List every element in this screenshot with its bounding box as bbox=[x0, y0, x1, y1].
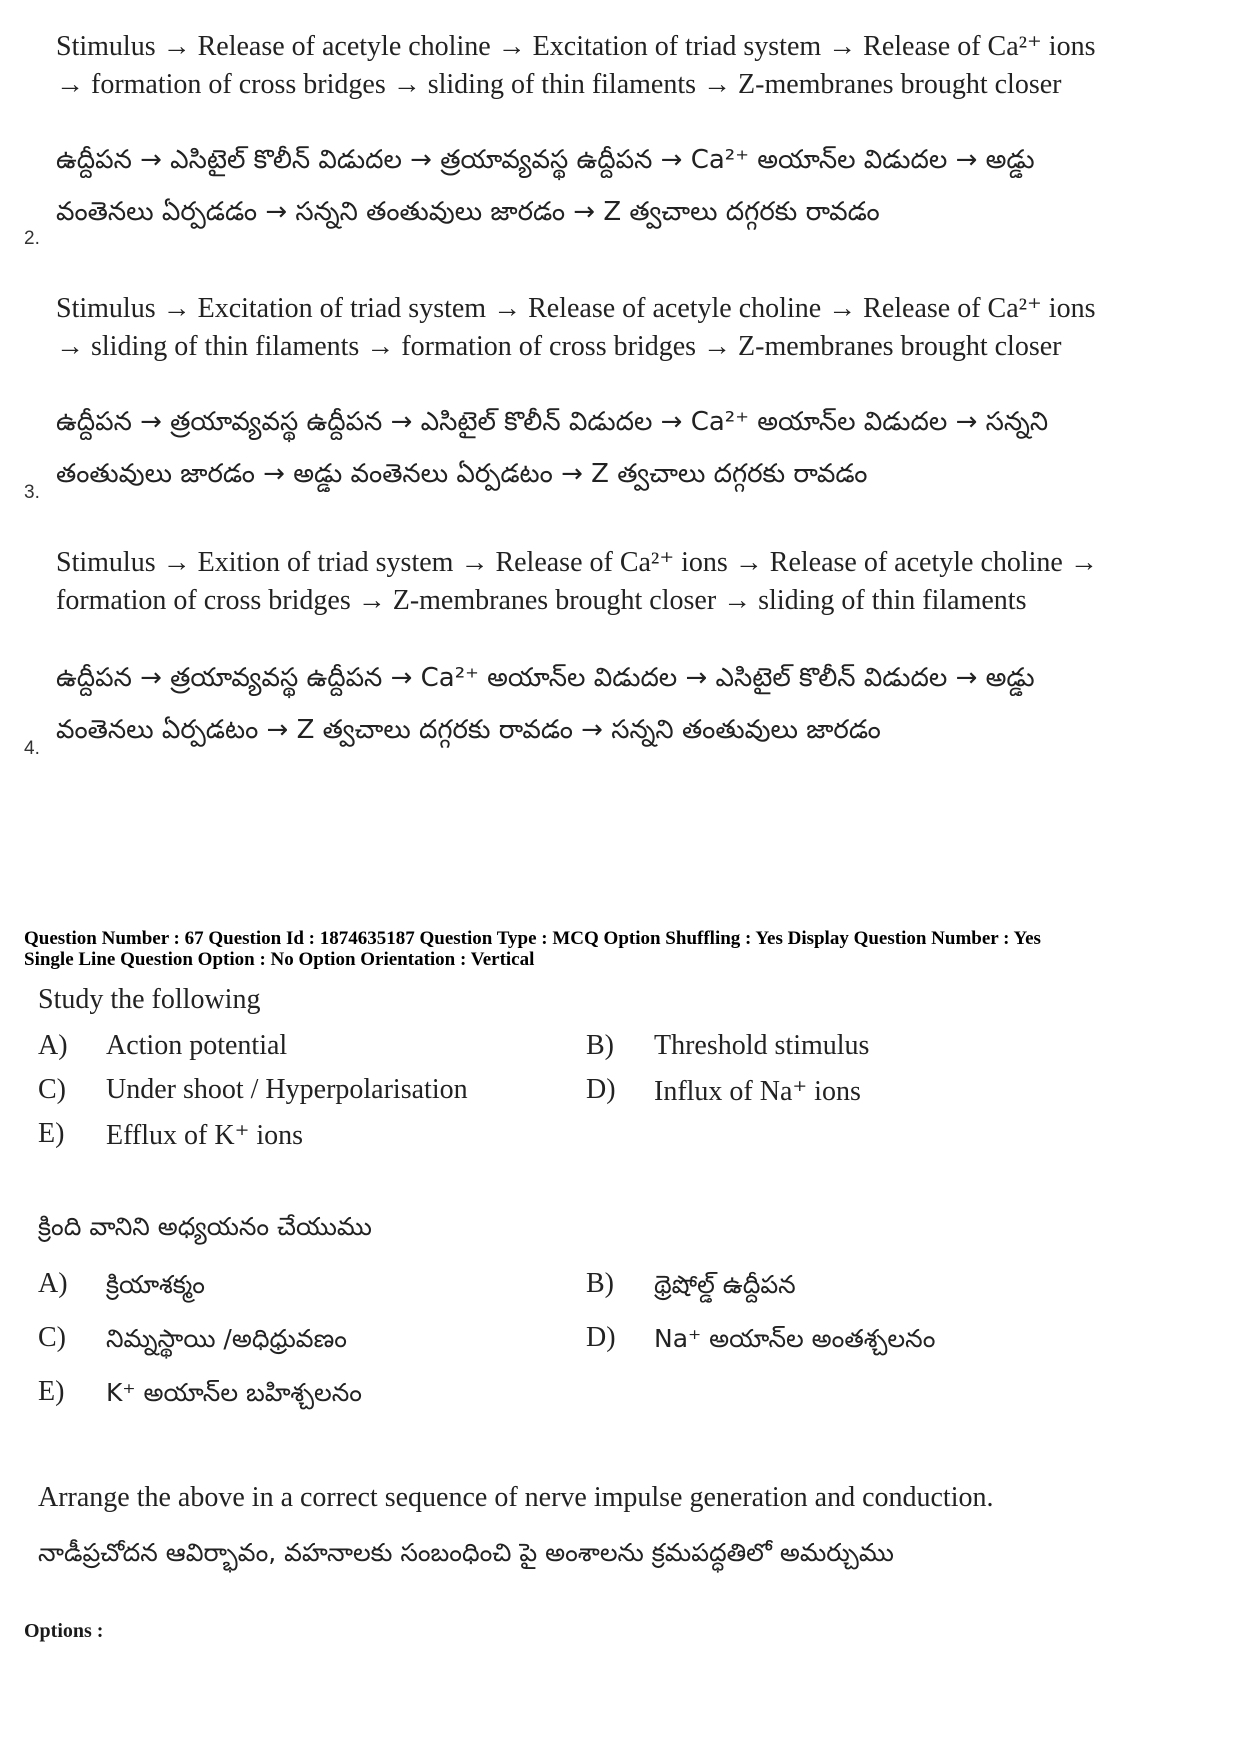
option-english-text: Stimulus → Release of acetyle choline → Excitation of triad system → Release of Ca²⁺ ions → formation of cross bridges → sliding of thin filaments → Z-membranes brought closer bbox=[56, 31, 1096, 100]
item-letter: C) bbox=[38, 1074, 66, 1105]
question-heading-te: క్రింది వానిని అధ్యయనం చేయుము bbox=[38, 1212, 372, 1241]
option-number: 2. bbox=[24, 228, 40, 249]
options-label: Options : bbox=[24, 1620, 104, 1642]
item-letter: B) bbox=[586, 1268, 614, 1299]
option-english-text: Stimulus → Exition of triad system → Release of Ca²⁺ ions → Release of acetyle choline → formation of cross bridges → Z-membranes brought closer → sliding of thin filaments bbox=[56, 547, 1098, 616]
question-meta-line1: Question Number : 67 Question Id : 1874635187 Question Type : MCQ Option Shuffling : Yes Display Question Number : Yes bbox=[24, 928, 1041, 949]
item-label: Under shoot / Hyperpolarisation bbox=[106, 1074, 468, 1105]
item-letter: B) bbox=[586, 1030, 614, 1061]
option-telugu-text: ఉద్దీపన → ఎసిటైల్ కొలీన్ విడుదల → త్రయావ్యవస్థ ఉద్దీపన → Ca²⁺ అయాన్‌ల విడుదల → అడ్డు వంతెనలు ఏర్పడడం → సన్నని తంతువులు జారడం → Z త్వచాలు దగ్గరకు రావడం bbox=[56, 145, 1035, 227]
item-letter: C) bbox=[38, 1322, 66, 1353]
item-label: Threshold stimulus bbox=[654, 1030, 870, 1061]
item-letter: A) bbox=[38, 1268, 68, 1299]
option-telugu-text: ఉద్దీపన → త్రయావ్యవస్థ ఉద్దీపన → Ca²⁺ అయాన్‌ల విడుదల → ఎసిటైల్ కొలీన్ విడుదల → అడ్డు వంతెనలు ఏర్పడటం → Z త్వచాలు దగ్గరకు రావడం → సన్నని తంతువులు జారడం bbox=[56, 663, 1035, 745]
item-letter: E) bbox=[38, 1118, 65, 1149]
item-letter: A) bbox=[38, 1030, 68, 1061]
question-meta-line2: Single Line Question Option : No Option Orientation : Vertical bbox=[24, 949, 535, 970]
item-label: థ్రెషోల్డ్ ఉద్దీపన bbox=[654, 1270, 796, 1299]
item-label: క్రియాశక్మం bbox=[106, 1270, 205, 1299]
option-english-text: Stimulus → Excitation of triad system → Release of acetyle choline → Release of Ca²⁺ ions → sliding of thin filaments → formation of cross bridges → Z-membranes brought closer bbox=[56, 293, 1096, 362]
item-letter: E) bbox=[38, 1376, 65, 1407]
item-letter: D) bbox=[586, 1322, 616, 1353]
item-letter: D) bbox=[586, 1074, 616, 1105]
item-label: Action potential bbox=[106, 1030, 288, 1061]
item-label: Influx of Na⁺ ions bbox=[654, 1076, 861, 1107]
option-number: 4. bbox=[24, 738, 40, 759]
item-label: నిమ్నస్థాయి /అధిధ్రువణం bbox=[106, 1324, 347, 1353]
question-instruction-te: నాడీప్రచోదన ఆవిర్భావం, వహనాలకు సంబంధించి పై అంశాలను క్రమపద్ధతిలో అమర్చుము bbox=[38, 1538, 894, 1567]
item-label: Efflux of K⁺ ions bbox=[106, 1120, 304, 1151]
question-heading-en: Study the following bbox=[38, 984, 261, 1015]
item-label: K⁺ అయాన్‌ల బహిశ్చలనం bbox=[106, 1378, 362, 1407]
question-instruction-en: Arrange the above in a correct sequence of nerve impulse generation and conduction. bbox=[38, 1482, 994, 1513]
item-label: Na⁺ అయాన్‌ల అంతశ్చలనం bbox=[654, 1324, 936, 1353]
option-number: 3. bbox=[24, 482, 40, 503]
option-telugu-text: ఉద్దీపన → త్రయావ్యవస్థ ఉద్దీపన → ఎసిటైల్ కొలీన్ విడుదల → Ca²⁺ అయాన్‌ల విడుదల → సన్నని తంతువులు జారడం → అడ్డు వంతెనలు ఏర్పడటం → Z త్వచాలు దగ్గరకు రావడం bbox=[56, 407, 1049, 489]
